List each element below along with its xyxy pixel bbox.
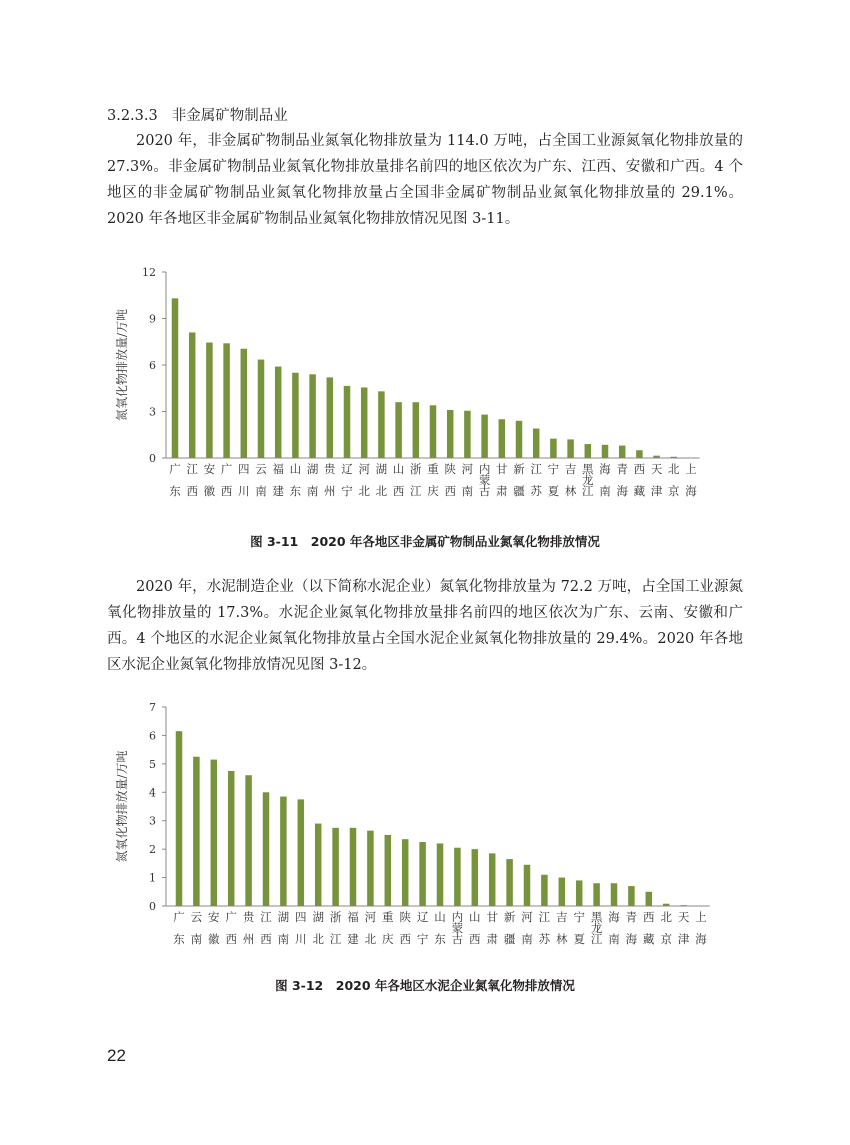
category-label: 云 [190, 910, 203, 924]
category-label: 上 [685, 462, 697, 476]
bar [550, 439, 557, 458]
category-label: 贵 [242, 910, 255, 924]
bar [413, 402, 420, 458]
category-label: 宁 [547, 462, 560, 476]
bar [206, 343, 213, 458]
category-label: 西 [444, 484, 456, 498]
category-label: 江 [530, 462, 542, 476]
category-label: 内 [451, 910, 464, 924]
bar [447, 410, 454, 458]
category-label: 广 [173, 910, 185, 924]
category-label: 陕 [399, 910, 411, 924]
figure-3-11-caption: 图 3-11 2020 年各地区非金属矿物制品业氮氧化物排放情况 [250, 534, 600, 549]
category-label: 河 [358, 462, 370, 476]
bar [245, 775, 252, 906]
category-label: 津 [650, 484, 663, 498]
category-label: 古 [478, 484, 491, 498]
bar [275, 367, 282, 458]
y-tick-label: 3 [149, 814, 156, 828]
category-label: 徽 [203, 484, 216, 498]
figure-3-12-caption: 图 3-12 2020 年各地区水泥企业氮氧化物排放情况 [275, 978, 575, 993]
bar [585, 444, 592, 458]
bar [193, 757, 200, 906]
category-label: 南 [521, 932, 533, 946]
category-label: 肃 [496, 484, 508, 498]
category-label: 新 [503, 910, 516, 924]
bar [298, 799, 305, 906]
bar [516, 421, 523, 458]
category-label: 蒙 [478, 473, 491, 487]
bar [489, 853, 496, 906]
category-label: 西 [469, 932, 481, 946]
category-label: 南 [306, 484, 319, 498]
category-label: 藏 [643, 932, 655, 946]
category-label: 南 [608, 932, 620, 946]
category-label: 黑 [590, 910, 603, 924]
category-label: 江 [260, 910, 272, 924]
page-number: 22 [107, 1046, 126, 1065]
category-label: 津 [677, 932, 690, 946]
category-label: 南 [461, 484, 474, 498]
category-label: 海 [625, 932, 638, 946]
category-label: 西 [633, 462, 646, 476]
bar [189, 332, 196, 458]
category-label: 陕 [444, 462, 456, 476]
y-tick-label: 7 [149, 701, 156, 714]
bar [263, 792, 270, 906]
category-label: 云 [255, 462, 267, 476]
category-label: 宁 [341, 484, 353, 498]
category-label: 山 [392, 462, 405, 476]
bar [172, 298, 179, 458]
section-heading [107, 104, 288, 125]
y-tick-label: 12 [142, 266, 156, 279]
bar [567, 439, 574, 458]
category-label: 浙 [410, 462, 422, 476]
category-label: 疆 [513, 484, 525, 498]
category-label: 河 [521, 910, 533, 924]
category-label: 上 [695, 910, 707, 924]
bar [464, 411, 471, 458]
bar [361, 387, 368, 458]
category-label: 疆 [503, 932, 516, 946]
y-tick-label: 0 [149, 452, 156, 465]
y-axis-title: 氮氧化物排放量/万吨 [115, 750, 129, 863]
category-label: 吉 [564, 462, 577, 476]
category-label: 徽 [208, 932, 220, 946]
category-label: 川 [295, 932, 307, 946]
category-label: 京 [668, 484, 680, 498]
bar [395, 402, 402, 458]
category-label: 北 [312, 932, 324, 946]
category-label: 贵 [324, 462, 336, 476]
paragraph-1 [107, 128, 743, 232]
category-label: 西 [643, 910, 655, 924]
category-label: 甘 [486, 910, 498, 924]
bar [533, 429, 540, 458]
category-label: 建 [347, 932, 359, 946]
category-label: 广 [220, 462, 233, 476]
bar [350, 828, 357, 906]
bar [344, 386, 351, 458]
category-label: 古 [451, 932, 464, 946]
category-label: 东 [173, 932, 185, 946]
category-label: 江 [582, 484, 594, 498]
y-tick-label: 9 [149, 312, 156, 326]
bar [385, 835, 392, 906]
bar [611, 883, 618, 906]
category-label: 重 [427, 462, 439, 476]
section-number: 3.2.3.3 [107, 108, 158, 124]
bar [223, 343, 230, 458]
category-label: 南 [599, 484, 611, 498]
category-label: 安 [203, 462, 216, 476]
category-label: 庆 [427, 484, 439, 498]
category-label: 江 [538, 910, 551, 924]
category-label: 藏 [633, 484, 646, 498]
bar [671, 457, 678, 458]
bar [481, 415, 488, 458]
category-label: 青 [625, 910, 638, 924]
category-label: 州 [242, 932, 255, 946]
bar [454, 848, 461, 906]
category-label: 宁 [573, 910, 585, 924]
bar [402, 839, 409, 906]
y-tick-label: 6 [149, 359, 156, 372]
bar [332, 828, 339, 906]
category-label: 南 [255, 484, 267, 498]
category-label: 西 [260, 932, 272, 946]
y-tick-label: 1 [149, 871, 156, 885]
category-label: 天 [677, 910, 690, 924]
category-label: 四 [295, 910, 307, 924]
category-label: 辽 [341, 462, 353, 476]
category-label: 肃 [486, 932, 498, 946]
bar [680, 905, 687, 906]
bar [280, 797, 287, 906]
category-label: 东 [169, 484, 181, 498]
category-label: 天 [650, 462, 663, 476]
category-label: 北 [358, 484, 370, 498]
category-label: 福 [347, 910, 359, 924]
bar [437, 843, 444, 906]
category-label: 吉 [556, 910, 568, 924]
category-label: 西 [220, 484, 233, 498]
category-label: 山 [289, 462, 302, 476]
category-label: 西 [399, 932, 411, 946]
bar [541, 875, 548, 906]
category-label: 建 [272, 484, 284, 498]
bar [593, 883, 600, 906]
category-label: 江 [590, 932, 603, 946]
category-label: 东 [289, 484, 302, 498]
category-label: 河 [461, 462, 474, 476]
bar [653, 456, 660, 458]
y-tick-label: 2 [149, 843, 156, 857]
bar [309, 374, 316, 458]
chart-nonmetal-mineral-nox [100, 258, 720, 518]
bar [367, 831, 374, 906]
category-label: 内 [478, 462, 491, 476]
category-label: 京 [660, 932, 672, 946]
category-label: 广 [169, 462, 181, 476]
category-label: 苏 [538, 932, 551, 946]
category-label: 浙 [329, 910, 342, 924]
category-label: 青 [616, 462, 628, 476]
bar [430, 405, 437, 458]
bar [499, 419, 506, 458]
chart-cement-nox [100, 694, 720, 964]
category-label: 广 [225, 910, 237, 924]
category-label: 湖 [277, 910, 290, 924]
category-label: 海 [685, 484, 697, 498]
category-label: 林 [564, 484, 577, 498]
section-title: 非金属矿物制品业 [171, 108, 288, 124]
category-label: 四 [238, 462, 250, 476]
bar [576, 880, 583, 906]
category-label: 安 [208, 910, 220, 924]
category-label: 福 [272, 462, 284, 476]
paragraph-2 [107, 574, 743, 678]
category-label: 辽 [416, 910, 429, 924]
category-label: 河 [364, 910, 377, 924]
category-label: 林 [556, 932, 568, 946]
category-label: 海 [616, 484, 628, 498]
category-label: 北 [364, 932, 377, 946]
bar [211, 760, 218, 906]
category-label: 山 [434, 910, 446, 924]
bar [636, 450, 643, 458]
category-label: 北 [660, 910, 672, 924]
category-label: 宁 [416, 932, 429, 946]
category-label: 重 [382, 910, 394, 924]
category-label: 西 [225, 932, 237, 946]
category-label: 海 [608, 910, 620, 924]
category-label: 海 [599, 462, 611, 476]
category-label: 南 [277, 932, 290, 946]
category-label: 江 [186, 462, 198, 476]
y-tick-label: 0 [149, 900, 156, 913]
category-label: 南 [190, 932, 203, 946]
category-label: 北 [375, 484, 388, 498]
bar [559, 878, 566, 906]
bar [472, 849, 479, 906]
bar [524, 865, 531, 906]
category-label: 夏 [573, 932, 585, 946]
bar [258, 360, 265, 458]
bar [292, 373, 299, 458]
category-label: 庆 [382, 932, 394, 946]
category-label: 川 [238, 484, 250, 498]
category-label: 龙 [590, 921, 603, 935]
bar [315, 824, 322, 906]
y-tick-label: 5 [149, 757, 156, 771]
category-label: 江 [410, 484, 422, 498]
category-label: 湖 [375, 462, 388, 476]
category-label: 海 [695, 932, 707, 946]
bar [378, 391, 385, 458]
bar [241, 349, 248, 458]
category-label: 甘 [496, 462, 508, 476]
category-label: 黑 [582, 462, 594, 476]
bar [628, 886, 635, 906]
bar [176, 731, 183, 906]
category-label: 西 [392, 484, 405, 498]
category-label: 苏 [530, 484, 542, 498]
y-tick-label: 4 [149, 786, 156, 800]
bar [619, 446, 626, 458]
category-label: 湖 [306, 462, 319, 476]
bar [327, 377, 334, 458]
category-label: 西 [186, 484, 198, 498]
category-label: 夏 [547, 484, 560, 498]
bar [646, 892, 653, 906]
category-label: 新 [513, 462, 525, 476]
category-label: 江 [329, 932, 342, 946]
bar [602, 445, 609, 458]
category-label: 蒙 [451, 921, 464, 935]
category-label: 北 [668, 462, 680, 476]
y-tick-label: 3 [149, 405, 156, 419]
bar [506, 859, 512, 906]
paragraph-2-text: 2020 年，水泥制造企业（以下简称水泥企业）氮氧化物排放量为 72.2 万吨，占全国工业源氮氧化物排放量的 17.3%。水泥企业氮氧化物排放量排名前四的地区依次为广东、云南、安徽和广西。4 个地区的水泥企业氮氧化物排放量占全国水泥企业氮氧化物排放量的 29.4%。2020 年各地区水泥企业氮氧化物排放情况见图 3-12。 [107, 579, 743, 673]
category-label: 东 [434, 932, 446, 946]
category-label: 龙 [582, 473, 594, 487]
bar [663, 904, 670, 906]
y-tick-label: 6 [149, 729, 156, 743]
bar [228, 771, 235, 906]
category-label: 山 [469, 910, 481, 924]
paragraph-1-text: 2020 年，非金属矿物制品业氮氧化物排放量为 114.0 万吨，占全国工业源氮氧化物排放量的 27.3%。非金属矿物制品业氮氧化物排放量排名前四的地区依次为广东、江西、安徽和广西。4 个地区的非金属矿物制品业氮氧化物排放量占全国非金属矿物制品业氮氧化物排放量的 29.1%。2020 年各地区非金属矿物制品业氮氧化物排放情况见图 3-11。 [107, 133, 743, 227]
y-axis-title: 氮氧化物排放量/万吨 [115, 308, 129, 422]
bar [419, 842, 426, 906]
category-label: 湖 [312, 910, 324, 924]
category-label: 州 [324, 484, 336, 498]
